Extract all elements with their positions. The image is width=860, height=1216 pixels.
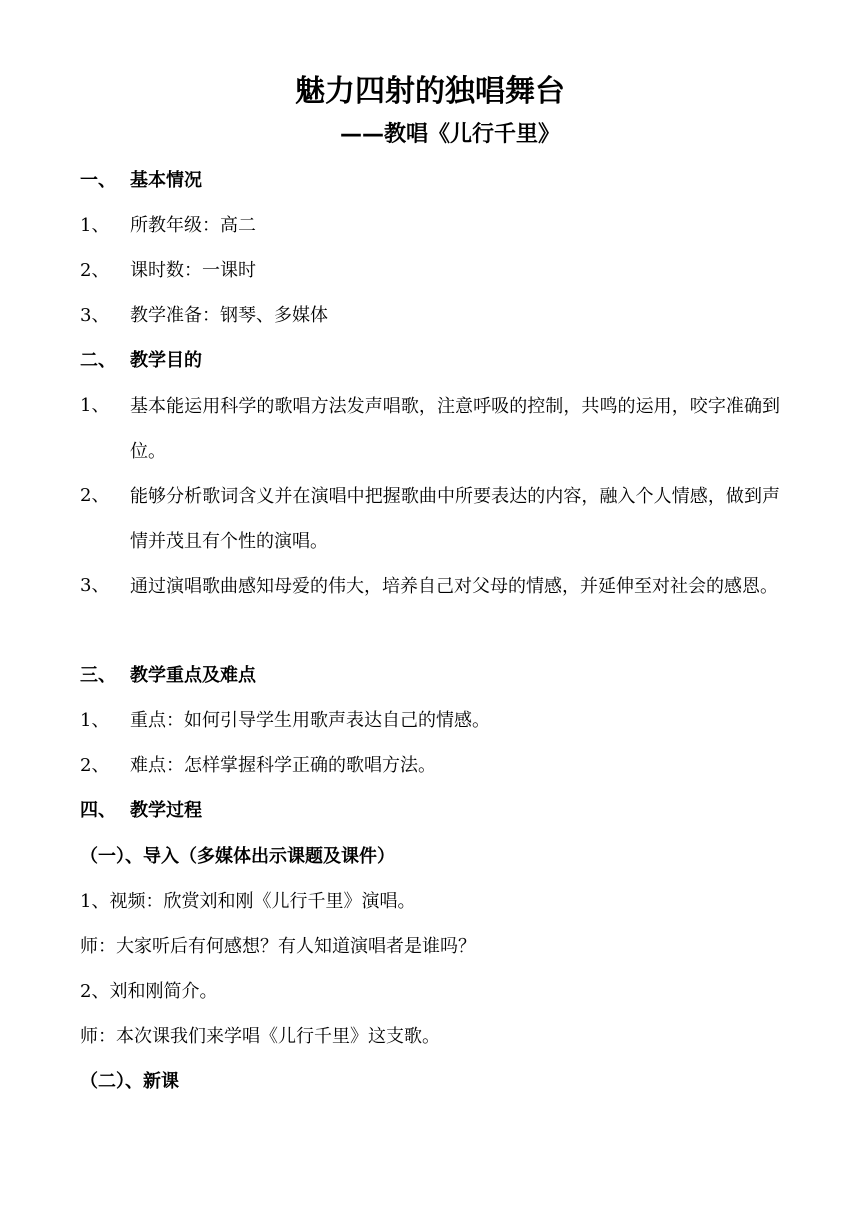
- item-number: 1、: [80, 215, 110, 236]
- document-subtitle: ——教唱《儿行千里》: [339, 122, 560, 147]
- item-text: 重点：如何引导学生用歌声表达自己的情感。: [130, 710, 490, 731]
- item-text: 基本能运用科学的歌唱方法发声唱歌，注意呼吸的控制，共鸣的运用，咬字准确到位。: [130, 396, 780, 462]
- item-text: 难点：怎样掌握科学正确的歌唱方法。: [130, 755, 436, 776]
- section-number: 四、: [80, 800, 116, 821]
- item-number: 3、: [80, 575, 110, 596]
- item-text: 教学准备：钢琴、多媒体: [130, 305, 328, 326]
- item-number: 1、: [80, 710, 110, 731]
- paragraph-line: 师：本次课我们来学唱《儿行千里》这支歌。: [80, 1026, 440, 1047]
- item-text: 能够分析歌词含义并在演唱中把握歌曲中所要表达的内容，融入个人情感，做到声情并茂且有个性的演唱。: [130, 486, 780, 552]
- subsection-heading: （一）、导入（多媒体出示课题及课件）: [80, 846, 395, 867]
- item-text: 通过演唱歌曲感知母爱的伟大，培养自己对父母的情感，并延伸至对社会的感恩。: [130, 576, 778, 597]
- paragraph-line: 2、刘和刚简介。: [80, 981, 218, 1002]
- item-number: 2、: [80, 260, 110, 281]
- document-title: 魅力四射的独唱舞台: [295, 74, 565, 109]
- item-number: 3、: [80, 305, 110, 326]
- subsection-heading: （二）、新课: [80, 1071, 179, 1092]
- item-text: 课时数：一课时: [130, 260, 256, 281]
- section-number: 二、: [80, 350, 116, 371]
- item-number: 2、: [80, 755, 110, 776]
- section-title: 教学目的: [130, 350, 202, 371]
- item-number: 1、: [80, 395, 110, 416]
- paragraph-line: 师：大家听后有何感想？有人知道演唱者是谁吗？: [80, 936, 476, 957]
- section-number: 三、: [80, 665, 116, 686]
- paragraph-line: 1、视频：欣赏刘和刚《儿行千里》演唱。: [80, 891, 416, 912]
- section-title: 教学重点及难点: [130, 665, 256, 686]
- section-title: 教学过程: [130, 800, 202, 821]
- item-number: 2、: [80, 485, 110, 506]
- item-text: 所教年级：高二: [130, 215, 256, 236]
- section-title: 基本情况: [130, 170, 202, 191]
- section-number: 一、: [80, 170, 116, 191]
